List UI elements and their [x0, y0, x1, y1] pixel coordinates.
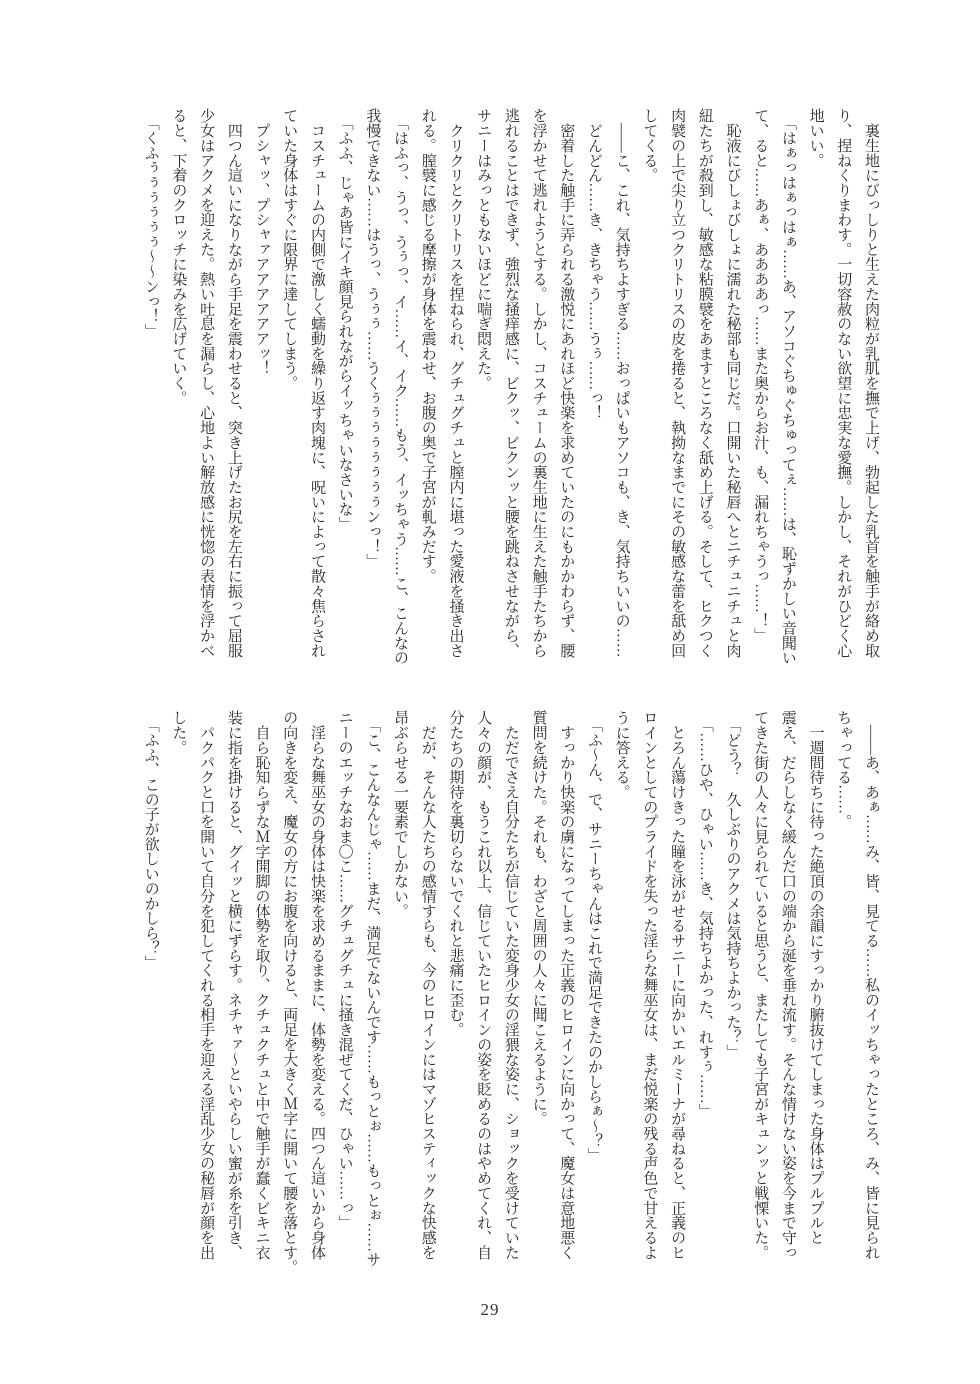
- text-column: どんどん……き、きちゃう……うぅ……っ！: [585, 108, 602, 420]
- text-column: 恥液にびしょびしょに濡れた秘部も同じだ。口開いた秘唇へとニチュニチュと肉: [724, 108, 741, 658]
- text-column: り、捏ねくりまわす。一切容赦のない欲望に忠実な愛撫。しかし、それがひどく心: [835, 108, 852, 658]
- text-column: 「はふっ、うっ、うぅっ、イ……イ、イク……もう、イッちゃう……こ、こんなの: [392, 108, 409, 665]
- text-column: ロインとしてのプライドを失った淫らな舞巫女は、まだ悦楽の残る声色で甘えるよ: [641, 710, 658, 1260]
- text-column: 装に指を掛けると、グイッと横にずらす。ネチャァ〜といやらしい蜜が糸を引き、: [225, 710, 242, 1260]
- text-column: てきた街の人々に見られていると思うと、またしても子宮がキュンッと戦慄いた。: [752, 710, 769, 1260]
- text-column: れる。膣襞に感じる摩擦が身体を震わせ、お腹の奥で子宮が軋みだす。: [419, 108, 436, 584]
- text-column: 分たちの期待を裏切らないでくれと悲痛に歪む。: [447, 710, 464, 1037]
- text-column: 「……ひや、ひゃい……き、気持ちよかった、れすぅ……」: [696, 710, 713, 1119]
- text-column: 少女はアクメを迎えた。熱い吐息を漏らし、心地よい解放感に恍惚の表情を浮かべ: [198, 108, 215, 658]
- text-column: 質問を続けた。それも、わざと周囲の人々に聞こえるように。: [530, 710, 547, 1126]
- text-column: クリクリとクリトリスを捏ねられ、グチュグチュと膣内に堪った愛液を掻き出さ: [447, 108, 464, 658]
- text-column: コスチュームの内側で激しく蠕動を繰り返す肉塊に、呪いによって散々焦らされ: [308, 108, 325, 658]
- text-block-top: [136, 108, 884, 664]
- text-column: パクパクと口を開いて自分を犯してくれる相手を迎える淫乱少女の秘唇が顔を出: [198, 710, 215, 1260]
- text-column: 昂ぶらせる一要素でしかない。: [392, 710, 409, 918]
- text-column: 「こ、こんなんじゃ……まだ、満足でないんです……もっとぉ……もっとぉ……サ: [364, 710, 381, 1267]
- text-column: 肉襞の上で尖り立つクリトリスの皮を捲ると、執拗なまでにその敏感な蕾を舐め回: [669, 108, 686, 658]
- text-column: ――あ、あぁ……み、皆、見てる……私のイッちゃったところ、み、皆に見られ: [863, 710, 879, 1260]
- text-column: サニーはみっともないほどに喘ぎ悶えた。: [475, 108, 492, 391]
- text-column: ると、下着のクロッチに染みを広げていく。: [170, 108, 187, 406]
- text-column: 四つん這いになりながら手足を震わせると、突き上げたお尻を左右に振って屈服: [225, 108, 242, 658]
- text-column: 紐たちが殺到し、敏感な粘膜襞をあますところなく舐め上げる。そして、ヒクつく: [696, 108, 713, 658]
- text-column: の向きを変え、魔女の方にお腹を向けると、両足を大きくＭ字に開いて腰を落とす。: [281, 710, 298, 1275]
- text-column: 人々の顔が、もうこれ以上、信じていたヒロインの姿を貶めるのはやめてくれ、自: [475, 710, 492, 1260]
- text-column: ていた身体はすぐに限界に達してしまう。: [281, 108, 298, 391]
- text-column: 我慢できない……はうっ、うぅぅ……うくぅぅぅぅぅぅぅぅンっ！」: [364, 108, 381, 569]
- text-column: ニーのエッチなおま〇こ……グチュグチュに掻き混ぜてくだ、ひゃい……っ」: [336, 710, 353, 1230]
- text-column: 淫らな舞巫女の身体は快楽を求めるままに、体勢を変える。四つん這いから身体: [308, 710, 325, 1260]
- text-column: 震え、だらしなく緩んだ口の端から涎を垂れ流す。そんな情けない姿を今まで守っ: [779, 710, 796, 1260]
- text-column: 地いい。: [807, 108, 824, 168]
- text-column: て、ると……あぁ、ああああっ……また奥からお汁、も、漏れちゃうっ……！」: [752, 108, 769, 643]
- text-column: うに答える。: [613, 710, 630, 800]
- text-column: を浮かせて逃れようとする。しかし、コスチュームの裏生地に生えた触手たちから: [530, 108, 547, 658]
- text-block-bottom: [136, 710, 884, 1275]
- text-column: ――こ、これ、気持ちよすぎる……おっぱいもアソコも、き、気持ちいいの……: [613, 108, 630, 658]
- text-column: プシャッ、プシャァアアアアアアッ！: [253, 108, 270, 376]
- text-column: 「どう？ 久しぶりのアクメは気持ちよかった？」: [724, 710, 741, 1059]
- text-column: 「くふぅぅぅぅぅぅ〜〜ンっ！」: [142, 108, 159, 339]
- text-column: してくる。: [641, 108, 658, 183]
- text-column: 逃れることはできず、強烈な掻痒感に、ビクッ、ビクンッと腰を跳ねさせながら、: [502, 108, 519, 658]
- text-column: 「ふ〜ん、で、サニーちゃんはこれで満足できたのかしらぁ〜？」: [585, 710, 602, 1163]
- text-column: すっかり快楽の虜になってしまった正義のヒロインに向かって、魔女は意地悪く: [558, 710, 575, 1260]
- text-column: 「はぁっはぁっはぁ……あ、アソコぐちゅぐちゅってぇ……は、恥ずかしい音聞い: [779, 108, 796, 665]
- text-column: 密着した触手に弄られる激悦にあれほど快楽を求めていたのにもかかわらず、腰: [558, 108, 575, 658]
- text-column: 「ふふ、この子が欲しいのかしら？」: [142, 710, 159, 970]
- text-column: だが、そんな人たちの感情すらも、今のヒロインにはマゾヒスティックな快感を: [419, 710, 436, 1260]
- text-column: 自ら恥知らずなＭ字開脚の体勢を取り、クチュクチュと中で触手が蠢くビキニ衣: [253, 710, 270, 1260]
- text-column: ただでさえ自分たちが信じていた変身少女の淫猥な姿に、ショックを受けていた: [502, 710, 519, 1260]
- text-column: ちゃってる……。: [835, 710, 852, 829]
- text-column: 裏生地にびっしりと生えた肉粒が乳肌を撫で上げ、勃起した乳首を触手が絡め取: [863, 108, 879, 658]
- text-column: 一週間待ちに待った絶頂の余韻にすっかり腑抜けてしまった身体はプルプルと: [807, 710, 824, 1245]
- text-column: 「ふふ、じゃあ皆にイキ顔見られながらイッちゃいなさいな」: [336, 108, 353, 532]
- page-number: 29: [480, 1300, 500, 1319]
- text-column: した。: [170, 710, 187, 755]
- text-column: とろん蕩けきった瞳を泳がせるサニーに向かいエルミーナが尋ねると、正義のヒ: [669, 710, 686, 1260]
